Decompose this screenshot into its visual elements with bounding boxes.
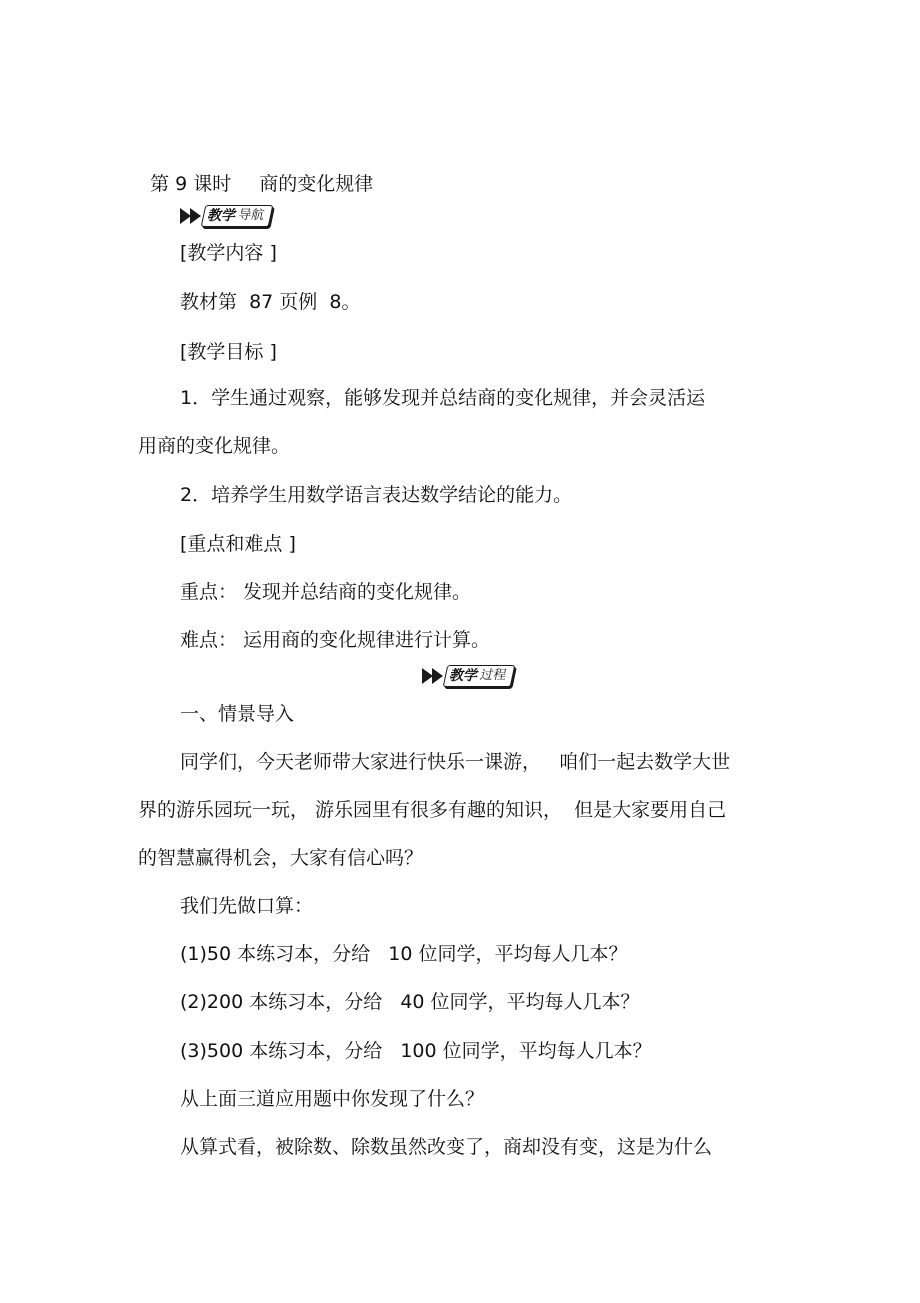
key-point: 重点： 发现并总结商的变化规律。: [180, 581, 472, 603]
question-2: (2)200 本练习本，分给 40 位同学，平均每人几本？: [180, 991, 640, 1013]
badge-guide-light: 导航: [236, 208, 266, 223]
double-arrow-icon: [422, 668, 443, 684]
goals-heading: [教学目标 ]: [180, 341, 277, 363]
teaching-guide-badge: [180, 205, 271, 227]
goal-1-line-2: 用商的变化规律。: [138, 435, 291, 457]
lesson-topic: 商的变化规律: [259, 173, 374, 195]
intro-line-1: 同学们，今天老师带大家进行快乐一课游， 咱们一起去数学大世: [180, 751, 731, 773]
key-heading: [重点和难点 ]: [180, 533, 296, 555]
oral-calc-prompt: 我们先做口算：: [180, 895, 314, 917]
intro-line-3: 的智慧赢得机会，大家有信心吗？: [138, 847, 424, 869]
lesson-number: 第 9 课时: [150, 173, 232, 195]
double-arrow-icon: [180, 208, 201, 224]
question-3: (3)500 本练习本，分给 100 位同学，平均每人几本？: [180, 1040, 652, 1062]
content-text: 教材第 87 页例 8。: [180, 291, 361, 313]
found-question: 从上面三道应用题中你发现了什么？: [180, 1088, 485, 1110]
question-1: (1)50 本练习本，分给 10 位同学，平均每人几本？: [180, 943, 628, 965]
goal-2: 2．培养学生用数学语言表达数学结论的能力。: [180, 484, 573, 506]
badge-process-light: 过程: [478, 668, 508, 683]
content-heading: [教学内容 ]: [180, 242, 277, 264]
goal-1-line-1: 1．学生通过观察，能够发现并总结商的变化规律，并会灵活运: [180, 387, 706, 409]
badge-process-strong: 教学: [448, 668, 480, 684]
intro-line-2: 界的游乐园玩一玩， 游乐园里有很多有趣的知识， 但是大家要用自己: [138, 799, 727, 821]
observation-line: 从算式看，被除数、除数虽然改变了，商却没有变，这是为什么: [180, 1136, 713, 1158]
lesson-title: [138, 148, 373, 196]
badge-guide-strong: 教学: [206, 208, 238, 224]
section-1-heading: 一、情景导入: [180, 703, 295, 725]
teaching-process-badge: [422, 665, 513, 687]
difficult-point: 难点： 运用商的变化规律进行计算。: [180, 629, 491, 651]
